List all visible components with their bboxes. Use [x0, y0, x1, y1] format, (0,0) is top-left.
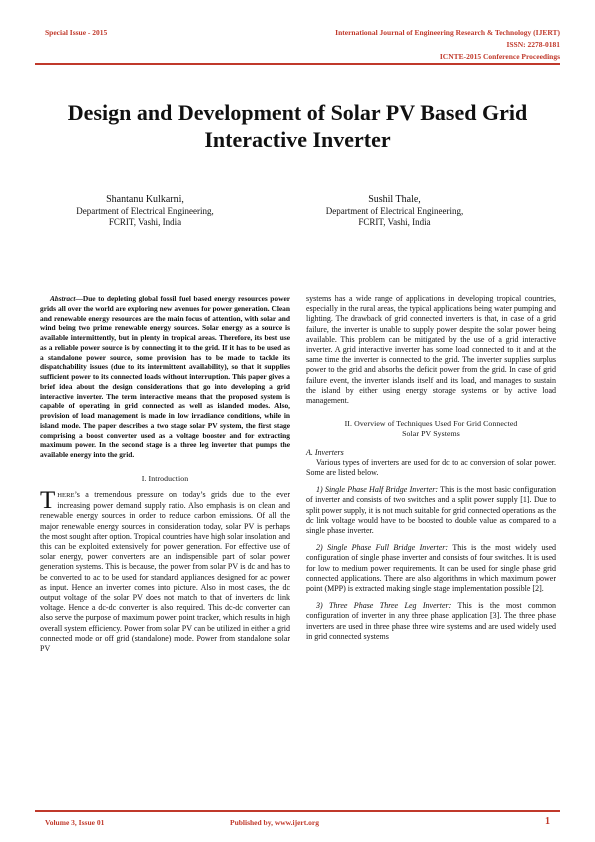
header-special-issue: Special Issue - 2015 — [45, 28, 108, 37]
author-dept: Department of Electrical Engineering, — [325, 206, 464, 216]
footer-rule — [35, 810, 560, 812]
intro-paragraph — [40, 486, 290, 654]
inverter-item-2 — [306, 543, 556, 594]
footer-published[interactable]: Published by, www.ijert.org — [230, 818, 319, 827]
left-column — [40, 294, 290, 654]
header-issn: ISSN: 2278-0181 — [506, 40, 560, 49]
subsection-inverters: A. Inverters — [306, 447, 344, 457]
author-affil: FCRIT, Vashi, India — [108, 217, 182, 227]
author-2 — [292, 193, 497, 228]
abstract-label: Abstract — [50, 294, 76, 303]
paper-title — [40, 99, 555, 153]
footer-volume: Volume 3, Issue 01 — [45, 818, 105, 827]
author-name: Sushil Thale, — [368, 194, 421, 205]
right-column — [306, 294, 556, 642]
intro-lead: HERE — [57, 491, 75, 499]
footer-page-number: 1 — [545, 816, 550, 827]
inverter-item-text: This is the most common configuration of inverter in any three phase application [3]. The three phase inverters are used in three phase three wire systems and are used widely used in grid connected systems — [306, 601, 556, 641]
author-name: Shantanu Kulkarni, — [106, 194, 184, 205]
author-1 — [45, 193, 245, 228]
author-affil: FCRIT, Vashi, India — [358, 217, 431, 227]
title-line-2: Interactive Inverter — [204, 127, 391, 152]
header-rule — [35, 63, 560, 65]
section-heading-overview — [306, 419, 556, 439]
inverter-item-text: This is the most widely used configuration of single phase inverter and consists of four switches. It is used for low to medium power requirements. It can be used for single phase grid connected applications. There are also algorithms in which maximum power point (MPP) is extracted making single stage implementation possible [2]. — [306, 543, 557, 594]
inverter-item-label: 3) Three Phase Three Leg Inverter: — [316, 601, 452, 611]
section-heading-introduction: I. Introduction — [141, 473, 189, 483]
inverter-item-label: 2) Single Phase Full Bridge Inverter: — [316, 543, 449, 553]
title-line-1: Design and Development of Solar PV Based Grid — [67, 100, 528, 125]
subsection-inverters-text: Various types of inverters are used for dc to ac conversion of solar power. Some are listed below. — [306, 457, 556, 478]
inverter-item-label: 1) Single Phase Half Bridge Inverter: — [316, 485, 439, 495]
header-journal: International Journal of Engineering Research & Technology (IJERT) — [335, 28, 560, 37]
abstract-text: —Due to depleting global fossil fuel based energy resources power grids all over the world are exploring new avenues for power generation. Clean and renewable energy resources are the main focus of attention, with solar and wind being two prime renewable energy sources. Solar energy as a source is available intermittently, but in plenty in tropical areas. Therefore, its best use as a reliable power source is by connecting it to the grid. If it has to be used as a standalone power source, some provision has to be made to tackle its dispatchability issues (due to its intermittent availability), so that it supplies sufficient power to its connected loads without interruption. This paper gives a brief idea about the design considerations that go into developing a grid interactive inverter. The term interactive means that the proposed system is capable of operating in grid connected as well as islanded modes. Also, provision of load management is made in low irradiance conditions, while in island mode. The paper describes a two stage solar PV system, the first stage comprising a boost converter used as a voltage booster and for extracting maximum power. In the second stage is a three leg inverter that pumps the available energy into the grid. — [40, 294, 290, 459]
abstract — [40, 294, 290, 460]
inverter-item-text: This is the most basic configuration of inverter and consists of two switches and a split power supply [1]. Due to split power supply, it is not much suitable for grid connected operations as the dc link voltage would have to be boosted to double value as compared to a single phase inverter. — [306, 485, 557, 536]
section-heading-line-1: II. Overview of Techniques Used For Grid Connected — [344, 419, 518, 429]
inverter-item-3 — [306, 601, 556, 642]
drop-cap: T — [40, 486, 56, 514]
header-proceedings: ICNTE-2015 Conference Proceedings — [439, 52, 560, 61]
right-intro-paragraph: systems has a wide range of applications in developing tropical countries, especially in the rural areas, the typical applications being water pumping and lighting. The drawback of grid connected inverters is that, in case of a grid failure, the inverter is unable to supply power despite the solar power being available. This problem can be mitigated by the use of a grid interactive inverter. A grid interactive inverter has some load connected to it and at the same time the inverter is connected to the grid. The inverter supplies surplus power to the grid and absorbs the deficit power from the grid. In case of grid failure event, the inverter islands itself and its load, and manages to sustain the island by either using energy storage systems or by active load management. — [306, 294, 556, 406]
intro-text: ’s a tremendous pressure on today’s grids due to the ever increasing power demand supply ratio. Also emphasis is on clean and renewable energy sources in order to reduce carbon emissions. Of all the major renewable energy sources in consideration today, solar PV is perhaps the most sought after option. Tropical countries have high solar insolation and this can be exploited extensively for power generation. For effective use of solar energy, power converters are an indispensible part of solar power generation systems. This is because, the power from solar PV is dc and has to be converted to ac to be used for standard appliances designed for ac power as input. Hence an inverter comes into picture. Also in most cases, the dc output voltage of the solar PV does not match to that of inverters dc link voltage. Hence a dc-dc converter is also required. This dc-dc converter can also serve the purpose of maximum power point tracker, which results in high overall system efficiency. Power from solar PV can be utilized in either a grid connected mode or off grid (standalone) mode. Power from standalone solar PV — [40, 489, 290, 653]
section-heading-line-2: Solar PV Systems — [402, 429, 460, 439]
inverter-item-1 — [306, 485, 556, 536]
author-dept: Department of Electrical Engineering, — [76, 206, 214, 216]
